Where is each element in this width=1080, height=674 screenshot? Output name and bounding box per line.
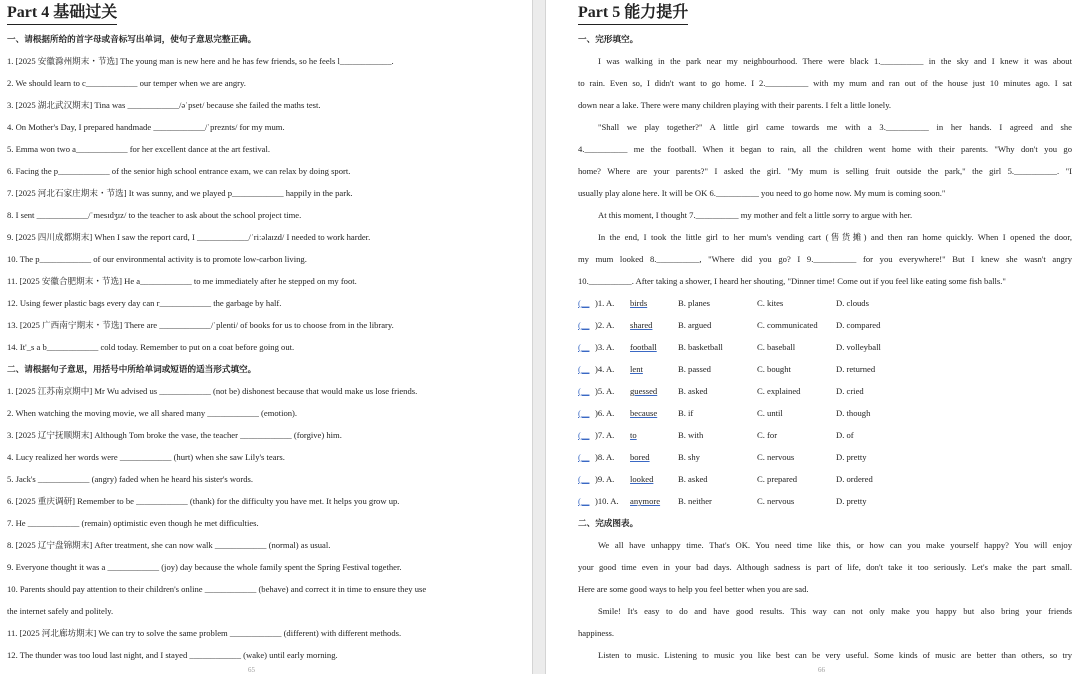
option-row [578,380,1072,402]
option-a[interactable]: to [630,430,637,440]
answer-blank[interactable]: (__ [578,430,590,440]
exercise-item: 6. Facing the p____________ of the senior high school entrance exam, we can relax by doing sport. [7,166,351,176]
passage-line: your good time even in your bad days. Although sadness is part of life, don't take it too seriously. Let's make the part small. [578,562,1072,572]
question-number: )1. A. [595,298,615,308]
option-a[interactable]: looked [630,474,654,484]
page-number: 66 [818,666,825,674]
option-b[interactable]: B. with [678,430,704,440]
exercise-item: 10. The p____________ of our environmental activity is to promote low-carbon living. [7,254,307,264]
passage-line: usually play alone here. It will be OK 6.__________ you need to go home now. My mum is coming soon." [578,188,946,198]
option-d[interactable]: D. ordered [836,474,873,484]
exercise-item: 6. [2025 重庆调研] Remember to be ____________ (thank) for the difficulty you have met. It helps you grow up. [7,496,400,506]
option-b[interactable]: B. basketball [678,342,723,352]
exercise-item: 4. On Mother's Day, I prepared handmade ____________/ˈpreznts/ for my mum. [7,122,285,132]
question-number: )9. A. [595,474,615,484]
option-c[interactable]: C. nervous [757,496,795,506]
question-number: )5. A. [595,386,615,396]
passage-line: happiness. [578,628,615,638]
option-d[interactable]: D. of [836,430,854,440]
option-a[interactable]: anymore [630,496,661,506]
option-b[interactable]: B. asked [678,386,708,396]
option-d[interactable]: D. though [836,408,871,418]
question-number: )6. A. [595,408,615,418]
passage-line: "Shall we play together?" A little girl came towards me with a 3.__________ in her hands. I agreed and she [598,122,1072,132]
option-a[interactable]: football [630,342,657,352]
passage-line: to rain. Even so, I didn't want to go home. I 2.__________ with my mum and ran out of the house just 10 minutes ago. I sat [578,78,1072,88]
option-d[interactable]: D. pretty [836,496,867,506]
exercise-item: the internet safely and politely. [7,606,114,616]
exercise-item: 2. We should learn to c____________ our temper when we are angry. [7,78,246,88]
option-c[interactable]: C. prepared [757,474,798,484]
answer-blank[interactable]: (__ [578,342,590,352]
section2-list [7,380,524,666]
question-number: )7. A. [595,430,615,440]
exercise-item: 1. [2025 安徽滁州期末・节选] The young man is new here and he has few friends, so he feels l____________. [7,56,394,66]
part-5-title: Part 5 能力提升 [578,2,1072,24]
exercise-item: 3. [2025 湖北武汉期末] Tina was ____________/əˈpset/ because she failed the maths test. [7,100,321,110]
option-b[interactable]: B. passed [678,364,711,374]
option-row [578,424,1072,446]
part-4-title: Part 4 基础过关 [7,2,524,24]
passage-line: my mum looked 8.__________, "Where did you go? I 9.__________ for you everywhere!" But I knew she wasn't angry [578,254,1072,264]
exercise-item: 10. Parents should pay attention to their children's online ____________ (behave) and correct it in time to ensure they use [7,584,427,594]
exercise-item: 3. [2025 辽宁抚顺期末] Although Tom broke the vase, the teacher ____________ (forgive) him. [7,430,342,440]
exercise-item: 11. [2025 安徽合肥期末・节选] He a____________ to me immediately after he stepped on my foot. [7,276,357,286]
option-c[interactable]: C. kites [757,298,784,308]
question-number: )4. A. [595,364,615,374]
option-row [578,292,1072,314]
option-a[interactable]: shared [630,320,653,330]
option-row [578,336,1072,358]
option-b[interactable]: B. asked [678,474,708,484]
option-row [578,402,1072,424]
exercise-item: 12. The thunder was too loud last night, and I stayed ____________ (wake) until early morning. [7,650,338,660]
exercise-item: 9. Everyone thought it was a ____________ (joy) day because the whole family spent the Spring Festival together. [7,562,402,572]
passage-line: Here are some good ways to help you feel better when you are sad. [578,584,809,594]
section2-heading: 二、请根据句子意思，用括号中所给单词或短语的适当形式填空。 [7,364,257,374]
option-row [578,358,1072,380]
question-number: )10. A. [595,496,619,506]
exercise-item: 5. Emma won two a____________ for her excellent dance at the art festival. [7,144,270,154]
right-page [546,0,1080,674]
page-gutter [532,0,546,674]
option-b[interactable]: B. shy [678,452,700,462]
passage-line: home? Where are your parents?" I asked the girl. "My mum is selling fruit outside the park," the girl 5.__________. "I [578,166,1072,176]
exercise-item: 2. When watching the moving movie, we all shared many ____________ (emotion). [7,408,298,418]
answer-blank[interactable]: (__ [578,320,590,330]
passage-line: down near a lake. There were many children playing with their parents. I felt a little lonely. [578,100,892,110]
option-c[interactable]: C. until [757,408,783,418]
passage-line: 10.__________. After taking a shower, I heard her shouting, "Dinner time! Come out if you feel like eating some fish balls." [578,276,1006,286]
option-c[interactable]: C. communicated [757,320,818,330]
option-b[interactable]: B. neither [678,496,712,506]
option-a[interactable]: because [630,408,658,418]
exercise-item: 8. [2025 辽宁盘锦期末] After treatment, she can now walk ____________ (normal) as usual. [7,540,331,550]
option-b[interactable]: B. if [678,408,694,418]
passage-line: 4.__________ me the football. When it began to rain, all the children went home with their parents. "Why don't you go [578,144,1072,154]
answer-blank[interactable]: (__ [578,474,590,484]
option-c[interactable]: C. explained [757,386,801,396]
option-a[interactable]: guessed [630,386,658,396]
left-page [0,0,532,674]
option-a[interactable]: birds [630,298,648,308]
answer-blank[interactable]: (__ [578,364,590,374]
exercise-item: 8. I sent ____________/ˈmesɪdʒɪz/ to the teacher to ask about the school project time. [7,210,302,220]
option-d[interactable]: D. cried [836,386,864,396]
exercise-item: 13. [2025 广西南宁期末・节选] There are ____________/ˈplenti/ of books for us to choose from in the library. [7,320,394,330]
exercise-item: 1. [2025 江苏南京期中] Mr Wu advised us ____________ (not be) dishonest because that would make us lose friends. [7,386,418,396]
cloze-heading: 一、完形填空。 [578,34,639,44]
section1-list [7,50,524,358]
option-c[interactable]: C. baseball [757,342,796,352]
passage-line: I was walking in the park near my neighbourhood. There were black 1.__________ in the sky and I knew it was about [598,56,1072,66]
option-d[interactable]: D. compared [836,320,881,330]
answer-blank[interactable]: (__ [578,386,590,396]
cloze-passage [578,50,1072,292]
option-c[interactable]: C. for [757,430,778,440]
exercise-item: 9. [2025 四川成都期末] When I saw the report card, I ____________/ˈriːəlaɪzd/ I needed to work harder. [7,232,371,242]
answer-blank[interactable]: (__ [578,408,590,418]
answer-blank[interactable]: (__ [578,298,590,308]
option-row [578,468,1072,490]
answer-blank[interactable]: (__ [578,452,590,462]
option-row [578,446,1072,468]
option-d[interactable]: D. pretty [836,452,867,462]
reading-passage [578,534,1072,666]
passage-line: Listen to music. Listening to music you like best can be very useful. Some kinds of music are better than others, so try [598,650,1072,660]
passage-line: We all have unhappy time. That's OK. You need time like this, or how can you make yourself happy? You will enjoy [598,540,1072,550]
answer-blank[interactable]: (__ [578,496,590,506]
option-a[interactable]: lent [630,364,643,374]
exercise-item: 5. Jack's ____________ (angry) faded when he heard his sister's words. [7,474,254,484]
option-d[interactable]: D. returned [836,364,876,374]
passage-line: In the end, I took the little girl to her mum's vending cart (售货摊) and then ran home quickly. When I opened the door, [598,232,1072,242]
cloze-options [578,292,1072,512]
option-d[interactable]: D. clouds [836,298,869,308]
option-row [578,490,1072,512]
chart-heading: 二、完成图表。 [578,518,639,528]
exercise-item: 7. [2025 河北石家庄期末・节选] It was sunny, and we played p____________ happily in the park. [7,188,353,198]
page-number: 65 [248,666,255,674]
question-number: )3. A. [595,342,615,352]
option-row [578,314,1072,336]
option-b[interactable]: B. argued [678,320,712,330]
exercise-item: 12. Using fewer plastic bags every day can r____________ the garbage by half. [7,298,282,308]
section1-heading: 一、请根据所给的首字母或音标写出单词，使句子意思完整正确。 [7,34,257,44]
option-c[interactable]: C. nervous [757,452,795,462]
exercise-item: 4. Lucy realized her words were ____________ (hurt) when she saw Lily's tears. [7,452,285,462]
option-d[interactable]: D. volleyball [836,342,881,352]
passage-line: At this moment, I thought 7.__________ my mother and felt a little sorry to argue with her. [598,210,913,220]
option-b[interactable]: B. planes [678,298,710,308]
option-a[interactable]: bored [630,452,650,462]
option-c[interactable]: C. bought [757,364,791,374]
question-number: )8. A. [595,452,615,462]
exercise-item: 14. It'_s a b____________ cold today. Remember to put on a coat before going out. [7,342,295,352]
exercise-item: 7. He ____________ (remain) optimistic even though he met difficulties. [7,518,259,528]
passage-line: Smile! It's easy to do and have good results. This way can not only make you happy but also bring your friends [598,606,1072,616]
exercise-item: 11. [2025 河北廊坊期末] We can try to solve the same problem ____________ (different) with different methods. [7,628,402,638]
question-number: )2. A. [595,320,615,330]
